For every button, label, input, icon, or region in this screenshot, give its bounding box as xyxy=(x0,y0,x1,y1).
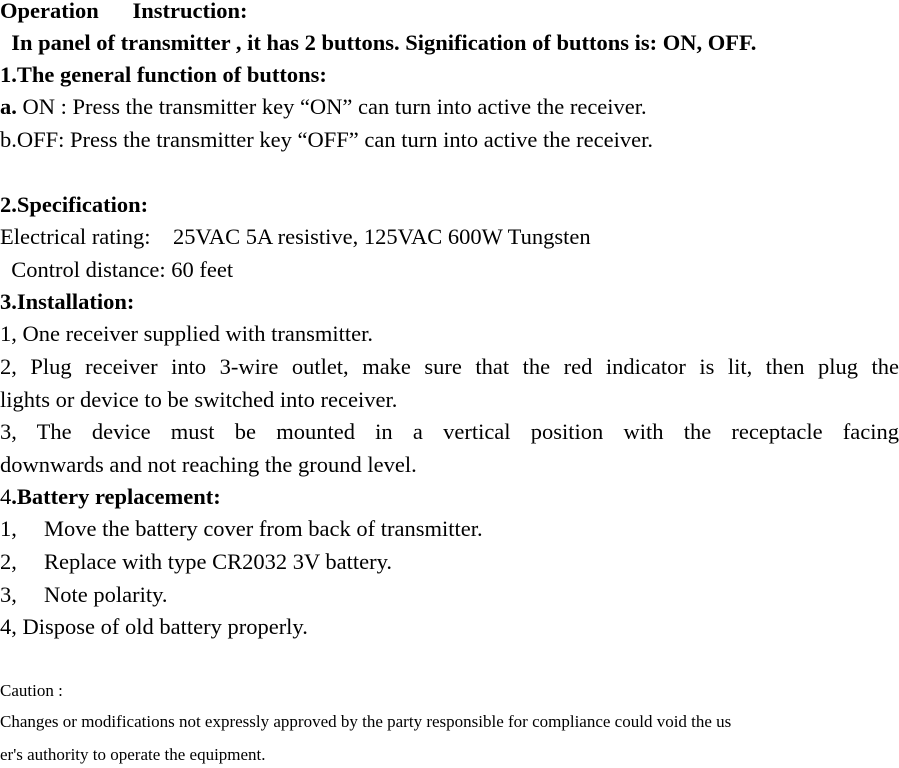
battery-item-2-text: Replace with type CR2032 3V battery. xyxy=(44,549,393,574)
caution-line-2: er's authority to operate the equipment. xyxy=(0,745,266,764)
battery-item-3-text: Note polarity. xyxy=(44,582,168,607)
battery-item-4: 4, Dispose of old battery properly. xyxy=(0,614,308,639)
section4-number: 4 xyxy=(0,484,12,509)
section4-title xyxy=(0,484,221,510)
installation-item-3-line-2: downwards and not reaching the ground level. xyxy=(0,452,417,477)
installation-item-3-line-1: 3, The device must be mounted in a vertical position with the receptacle facing xyxy=(0,419,899,444)
control-distance: Control distance: 60 feet xyxy=(0,257,234,282)
item-a-label: a. xyxy=(0,94,17,119)
battery-item-2 xyxy=(0,549,392,575)
section2-title: 2.Specification: xyxy=(0,192,149,217)
caution-label: Caution : xyxy=(0,681,63,700)
section1-item-b: b.OFF: Press the transmitter key “OFF” can turn into active the receiver. xyxy=(0,127,653,152)
battery-item-3-num: 3, xyxy=(0,582,17,607)
installation-item-1: 1, One receiver supplied with transmitter. xyxy=(0,321,374,346)
installation-item-2-line-2: lights or device to be switched into receiver. xyxy=(0,387,398,412)
battery-item-1 xyxy=(0,516,483,542)
document-heading: Operation Instruction: xyxy=(0,0,248,23)
installation-item-2-line-1: 2, Plug receiver into 3-wire outlet, make sure that the red indicator is lit, then plug the xyxy=(0,354,899,379)
caution-line-1: Changes or modifications not expressly approved by the party responsible for compliance could void the us xyxy=(0,712,732,731)
battery-item-1-text: Move the battery cover from back of transmitter. xyxy=(44,516,483,541)
item-a-text: ON : Press the transmitter key “ON” can turn into active the receiver. xyxy=(16,94,647,119)
battery-item-1-num: 1, xyxy=(0,516,17,541)
intro-paragraph: In panel of transmitter , it has 2 buttons. Signification of buttons is: ON, OFF. xyxy=(0,30,757,55)
section4-title-text: .Battery replacement: xyxy=(11,484,221,509)
battery-item-3 xyxy=(0,582,168,608)
battery-item-2-num: 2, xyxy=(0,549,17,574)
section1-title: 1.The general function of buttons: xyxy=(0,62,327,87)
electrical-rating: Electrical rating: 25VAC 5A resistive, 125VAC 600W Tungsten xyxy=(0,224,591,249)
section1-item-a xyxy=(0,94,647,120)
section3-title: 3.Installation: xyxy=(0,289,135,314)
